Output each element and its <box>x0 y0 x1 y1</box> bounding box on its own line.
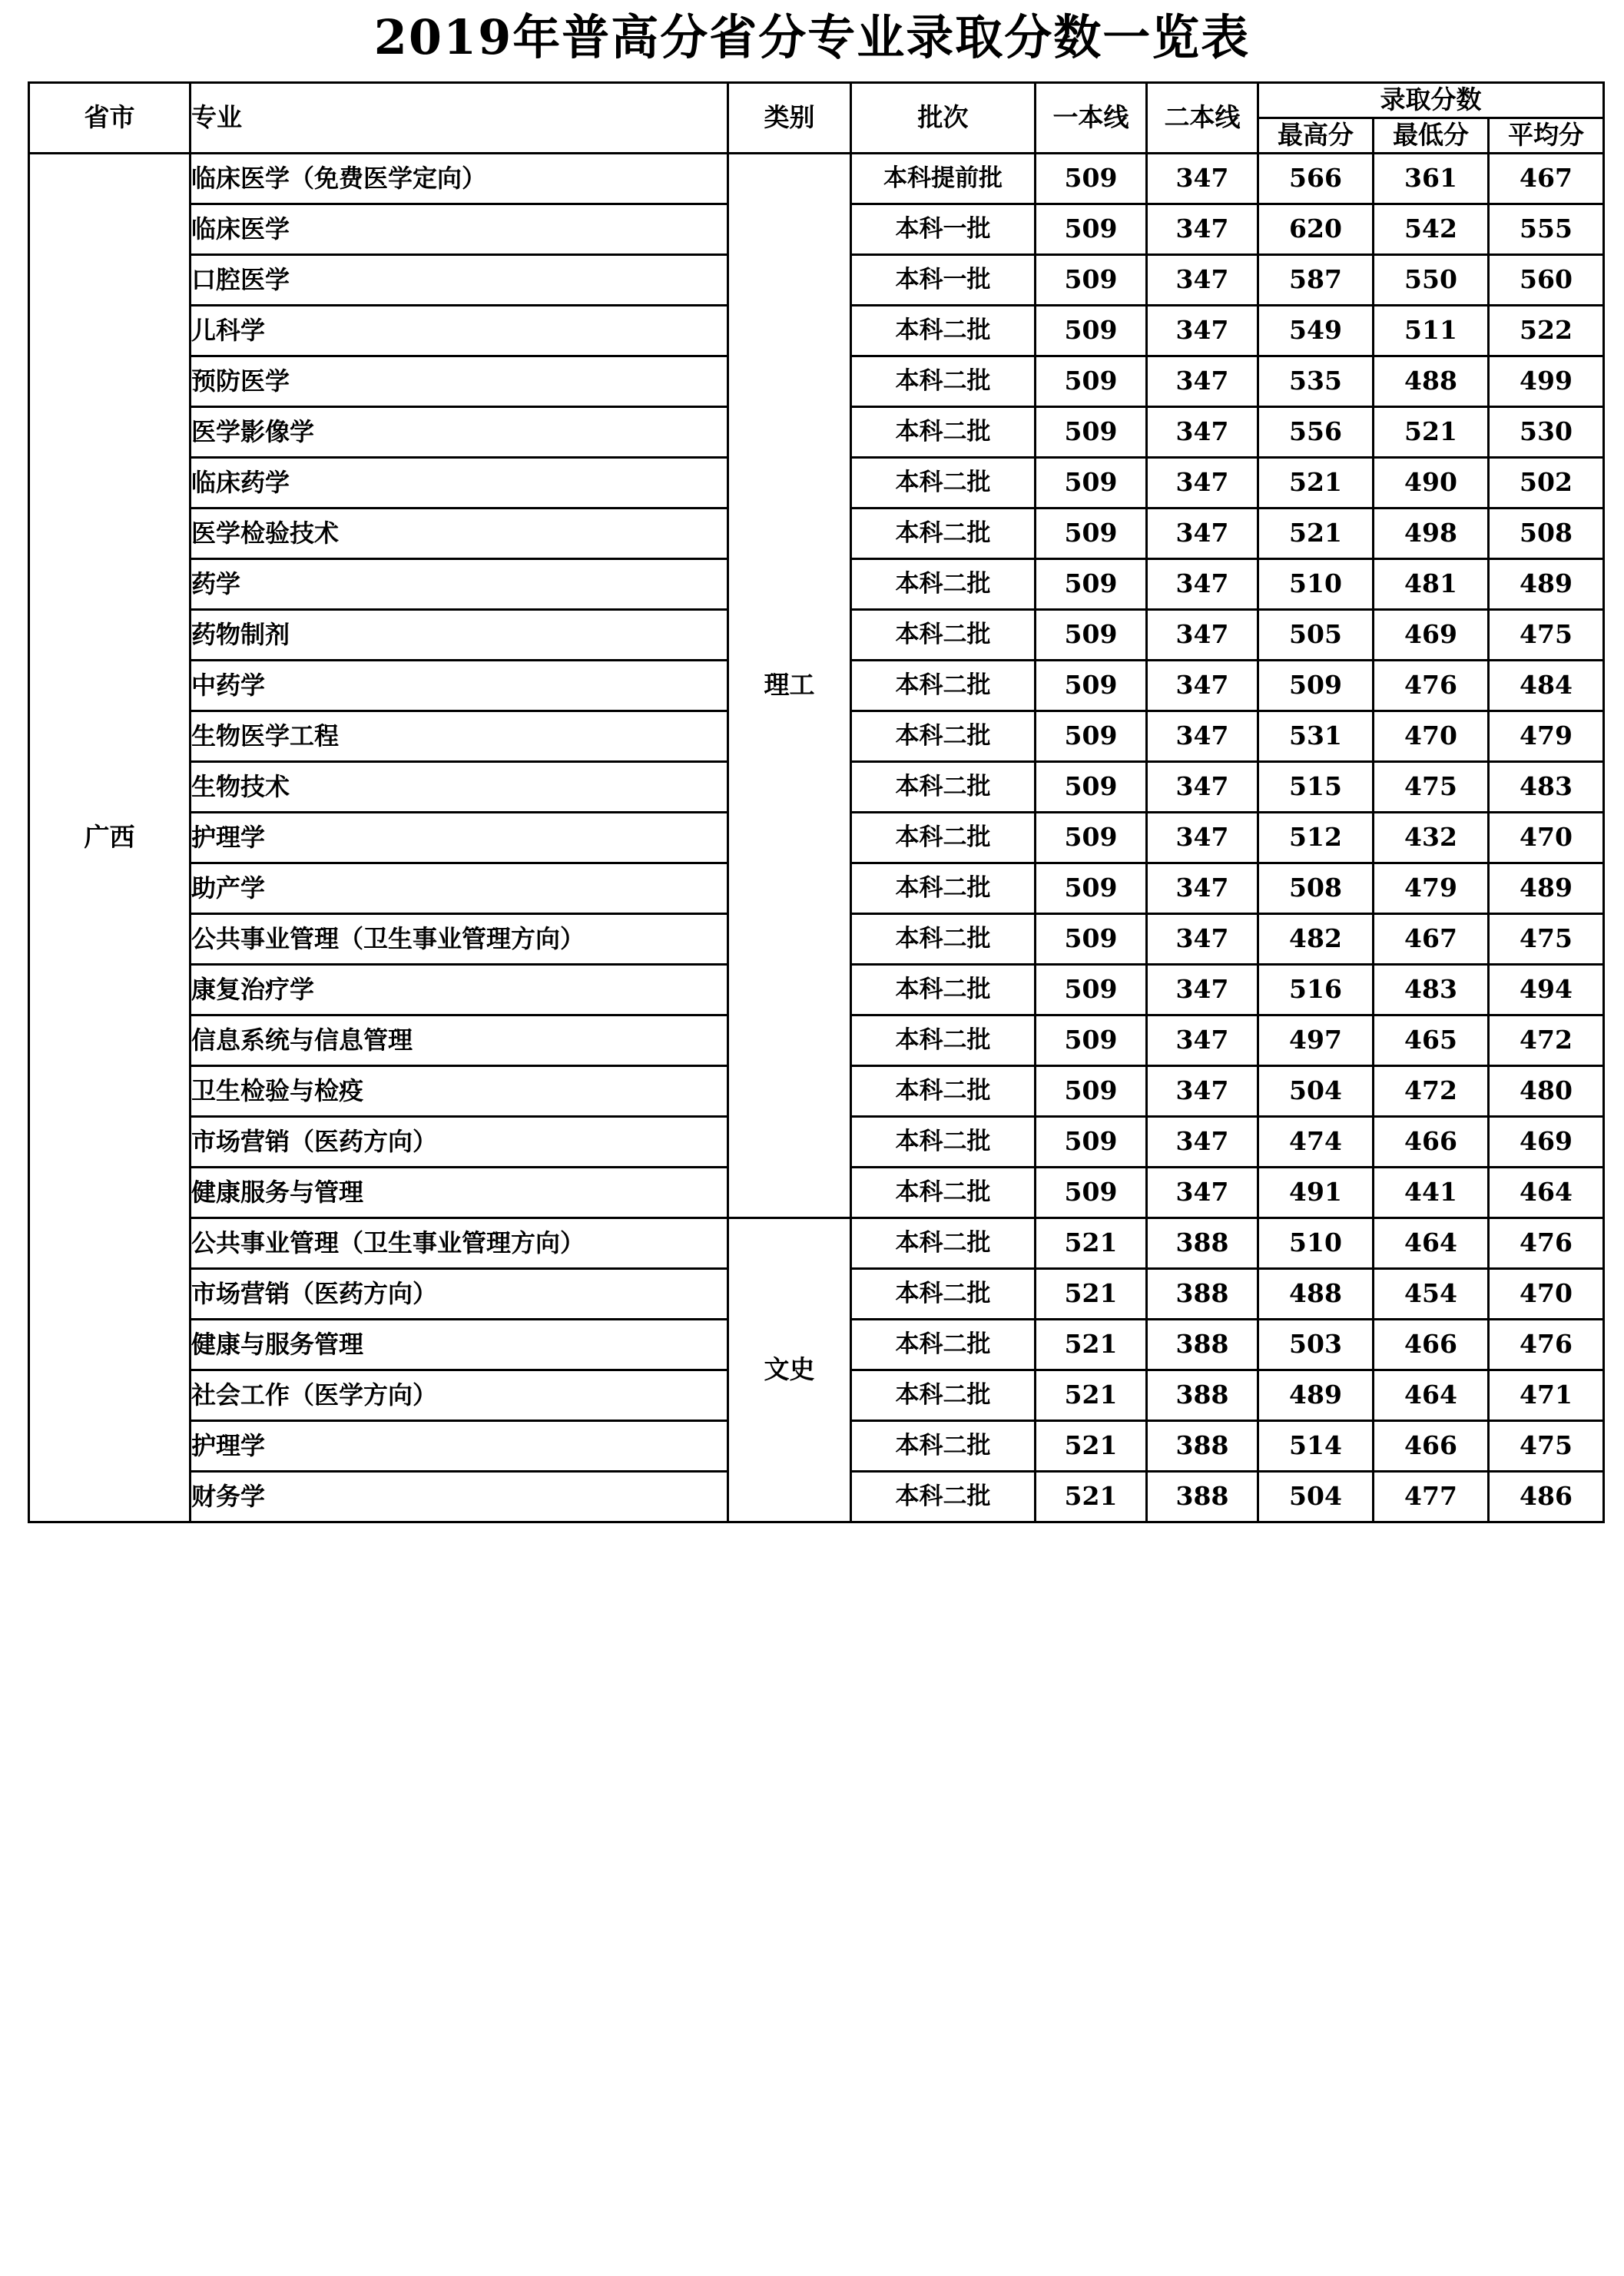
cell-avg-score: 486 <box>1489 1472 1604 1522</box>
cell-line1: 509 <box>1036 255 1147 306</box>
cell-avg-score: 508 <box>1489 509 1604 559</box>
cell-category: 文史 <box>728 1218 851 1522</box>
cell-batch: 本科二批 <box>851 1472 1036 1522</box>
cell-max-score: 531 <box>1258 711 1374 762</box>
cell-line2: 388 <box>1147 1320 1258 1370</box>
cell-max-score: 512 <box>1258 813 1374 863</box>
cell-min-score: 432 <box>1374 813 1489 863</box>
cell-max-score: 505 <box>1258 610 1374 661</box>
cell-avg-score: 475 <box>1489 1421 1604 1472</box>
cell-batch: 本科二批 <box>851 1015 1036 1066</box>
cell-line2: 388 <box>1147 1421 1258 1472</box>
cell-batch: 本科二批 <box>851 1421 1036 1472</box>
cell-major: 助产学 <box>191 863 728 914</box>
cell-max-score: 521 <box>1258 509 1374 559</box>
cell-min-score: 477 <box>1374 1472 1489 1522</box>
cell-min-score: 467 <box>1374 914 1489 965</box>
cell-line2: 347 <box>1147 306 1258 356</box>
column-header-max-score: 最高分 <box>1258 118 1374 154</box>
cell-batch: 本科提前批 <box>851 154 1036 204</box>
cell-min-score: 464 <box>1374 1370 1489 1421</box>
cell-line1: 509 <box>1036 813 1147 863</box>
cell-min-score: 481 <box>1374 559 1489 610</box>
column-header-category: 类别 <box>728 83 851 154</box>
cell-max-score: 508 <box>1258 863 1374 914</box>
cell-line2: 347 <box>1147 1168 1258 1218</box>
cell-major: 药学 <box>191 559 728 610</box>
cell-batch: 本科二批 <box>851 356 1036 407</box>
cell-line2: 347 <box>1147 610 1258 661</box>
cell-line1: 521 <box>1036 1269 1147 1320</box>
cell-line1: 509 <box>1036 965 1147 1015</box>
table-row <box>29 154 1604 204</box>
cell-major: 生物医学工程 <box>191 711 728 762</box>
admission-score-table <box>28 81 1605 1523</box>
cell-batch: 本科二批 <box>851 1269 1036 1320</box>
cell-avg-score: 476 <box>1489 1320 1604 1370</box>
cell-line1: 521 <box>1036 1421 1147 1472</box>
cell-batch: 本科二批 <box>851 1218 1036 1269</box>
cell-line2: 388 <box>1147 1370 1258 1421</box>
cell-max-score: 535 <box>1258 356 1374 407</box>
cell-avg-score: 471 <box>1489 1370 1604 1421</box>
cell-line1: 509 <box>1036 762 1147 813</box>
cell-min-score: 542 <box>1374 204 1489 255</box>
cell-major: 公共事业管理（卫生事业管理方向） <box>191 1218 728 1269</box>
score-table-wrapper <box>0 81 1624 1523</box>
cell-line1: 521 <box>1036 1370 1147 1421</box>
cell-max-score: 474 <box>1258 1117 1374 1168</box>
cell-min-score: 511 <box>1374 306 1489 356</box>
cell-line1: 509 <box>1036 914 1147 965</box>
cell-line2: 347 <box>1147 204 1258 255</box>
cell-max-score: 514 <box>1258 1421 1374 1472</box>
cell-batch: 本科二批 <box>851 711 1036 762</box>
cell-min-score: 470 <box>1374 711 1489 762</box>
cell-batch: 本科二批 <box>851 1066 1036 1117</box>
cell-major: 社会工作（医学方向） <box>191 1370 728 1421</box>
cell-line1: 509 <box>1036 711 1147 762</box>
cell-min-score: 466 <box>1374 1320 1489 1370</box>
cell-max-score: 482 <box>1258 914 1374 965</box>
cell-min-score: 472 <box>1374 1066 1489 1117</box>
cell-avg-score: 479 <box>1489 711 1604 762</box>
cell-max-score: 491 <box>1258 1168 1374 1218</box>
cell-line2: 347 <box>1147 1117 1258 1168</box>
cell-line2: 347 <box>1147 154 1258 204</box>
cell-avg-score: 469 <box>1489 1117 1604 1168</box>
cell-line1: 509 <box>1036 509 1147 559</box>
column-header-min-score: 最低分 <box>1374 118 1489 154</box>
cell-line1: 521 <box>1036 1218 1147 1269</box>
header-row-top <box>29 83 1604 118</box>
cell-max-score: 521 <box>1258 458 1374 509</box>
cell-batch: 本科二批 <box>851 407 1036 458</box>
cell-avg-score: 464 <box>1489 1168 1604 1218</box>
cell-avg-score: 555 <box>1489 204 1604 255</box>
cell-line1: 509 <box>1036 610 1147 661</box>
cell-line1: 509 <box>1036 1066 1147 1117</box>
cell-min-score: 466 <box>1374 1117 1489 1168</box>
cell-line1: 509 <box>1036 1168 1147 1218</box>
cell-min-score: 469 <box>1374 610 1489 661</box>
cell-major: 临床药学 <box>191 458 728 509</box>
cell-avg-score: 530 <box>1489 407 1604 458</box>
cell-major: 临床医学 <box>191 204 728 255</box>
cell-line1: 509 <box>1036 661 1147 711</box>
cell-avg-score: 475 <box>1489 914 1604 965</box>
column-header-avg-score: 平均分 <box>1489 118 1604 154</box>
cell-max-score: 488 <box>1258 1269 1374 1320</box>
cell-min-score: 464 <box>1374 1218 1489 1269</box>
cell-batch: 本科二批 <box>851 813 1036 863</box>
cell-min-score: 479 <box>1374 863 1489 914</box>
cell-line1: 521 <box>1036 1472 1147 1522</box>
cell-max-score: 509 <box>1258 661 1374 711</box>
cell-major: 市场营销（医药方向） <box>191 1269 728 1320</box>
cell-line2: 347 <box>1147 458 1258 509</box>
cell-batch: 本科二批 <box>851 559 1036 610</box>
cell-line2: 347 <box>1147 711 1258 762</box>
cell-batch: 本科二批 <box>851 509 1036 559</box>
cell-line1: 509 <box>1036 154 1147 204</box>
cell-avg-score: 480 <box>1489 1066 1604 1117</box>
cell-batch: 本科二批 <box>851 306 1036 356</box>
table-header <box>29 83 1604 154</box>
column-header-batch: 批次 <box>851 83 1036 154</box>
cell-min-score: 521 <box>1374 407 1489 458</box>
cell-line1: 509 <box>1036 204 1147 255</box>
cell-max-score: 489 <box>1258 1370 1374 1421</box>
cell-line2: 347 <box>1147 407 1258 458</box>
cell-line2: 347 <box>1147 813 1258 863</box>
cell-avg-score: 489 <box>1489 863 1604 914</box>
cell-batch: 本科二批 <box>851 1168 1036 1218</box>
cell-avg-score: 475 <box>1489 610 1604 661</box>
cell-major: 信息系统与信息管理 <box>191 1015 728 1066</box>
cell-line2: 347 <box>1147 762 1258 813</box>
cell-batch: 本科二批 <box>851 863 1036 914</box>
cell-batch: 本科二批 <box>851 1370 1036 1421</box>
cell-batch: 本科二批 <box>851 914 1036 965</box>
cell-max-score: 504 <box>1258 1472 1374 1522</box>
cell-avg-score: 489 <box>1489 559 1604 610</box>
cell-major: 中药学 <box>191 661 728 711</box>
cell-line2: 347 <box>1147 559 1258 610</box>
cell-min-score: 441 <box>1374 1168 1489 1218</box>
cell-min-score: 476 <box>1374 661 1489 711</box>
cell-batch: 本科二批 <box>851 762 1036 813</box>
cell-major: 生物技术 <box>191 762 728 813</box>
cell-min-score: 483 <box>1374 965 1489 1015</box>
cell-line2: 347 <box>1147 509 1258 559</box>
column-header-province: 省市 <box>29 83 191 154</box>
cell-batch: 本科一批 <box>851 255 1036 306</box>
cell-avg-score: 467 <box>1489 154 1604 204</box>
cell-major: 医学检验技术 <box>191 509 728 559</box>
cell-major: 护理学 <box>191 1421 728 1472</box>
cell-line2: 388 <box>1147 1269 1258 1320</box>
cell-line2: 347 <box>1147 965 1258 1015</box>
cell-line1: 509 <box>1036 306 1147 356</box>
cell-major: 口腔医学 <box>191 255 728 306</box>
cell-max-score: 566 <box>1258 154 1374 204</box>
cell-min-score: 488 <box>1374 356 1489 407</box>
cell-max-score: 497 <box>1258 1015 1374 1066</box>
cell-max-score: 620 <box>1258 204 1374 255</box>
cell-major: 儿科学 <box>191 306 728 356</box>
table-row <box>29 1218 1604 1269</box>
column-header-score-group: 录取分数 <box>1258 83 1604 118</box>
cell-line2: 347 <box>1147 255 1258 306</box>
cell-major: 医学影像学 <box>191 407 728 458</box>
cell-major: 公共事业管理（卫生事业管理方向） <box>191 914 728 965</box>
cell-line2: 388 <box>1147 1472 1258 1522</box>
cell-avg-score: 483 <box>1489 762 1604 813</box>
cell-batch: 本科一批 <box>851 204 1036 255</box>
cell-major: 财务学 <box>191 1472 728 1522</box>
cell-batch: 本科二批 <box>851 1320 1036 1370</box>
cell-line2: 347 <box>1147 1015 1258 1066</box>
cell-min-score: 550 <box>1374 255 1489 306</box>
cell-avg-score: 494 <box>1489 965 1604 1015</box>
cell-batch: 本科二批 <box>851 1117 1036 1168</box>
cell-major: 卫生检验与检疫 <box>191 1066 728 1117</box>
cell-line1: 509 <box>1036 863 1147 914</box>
cell-max-score: 504 <box>1258 1066 1374 1117</box>
cell-max-score: 515 <box>1258 762 1374 813</box>
cell-category: 理工 <box>728 154 851 1218</box>
cell-major: 预防医学 <box>191 356 728 407</box>
cell-major: 护理学 <box>191 813 728 863</box>
cell-avg-score: 499 <box>1489 356 1604 407</box>
cell-line1: 509 <box>1036 1117 1147 1168</box>
cell-major: 临床医学（免费医学定向） <box>191 154 728 204</box>
cell-min-score: 490 <box>1374 458 1489 509</box>
table-body <box>29 154 1604 1522</box>
cell-max-score: 587 <box>1258 255 1374 306</box>
cell-max-score: 549 <box>1258 306 1374 356</box>
cell-line1: 509 <box>1036 458 1147 509</box>
cell-major: 药物制剂 <box>191 610 728 661</box>
cell-line2: 347 <box>1147 1066 1258 1117</box>
cell-min-score: 361 <box>1374 154 1489 204</box>
cell-line2: 347 <box>1147 356 1258 407</box>
cell-avg-score: 472 <box>1489 1015 1604 1066</box>
cell-batch: 本科二批 <box>851 661 1036 711</box>
cell-min-score: 498 <box>1374 509 1489 559</box>
cell-line2: 347 <box>1147 914 1258 965</box>
cell-avg-score: 522 <box>1489 306 1604 356</box>
cell-max-score: 510 <box>1258 1218 1374 1269</box>
cell-min-score: 465 <box>1374 1015 1489 1066</box>
cell-max-score: 510 <box>1258 559 1374 610</box>
column-header-line1: 一本线 <box>1036 83 1147 154</box>
cell-min-score: 454 <box>1374 1269 1489 1320</box>
cell-avg-score: 484 <box>1489 661 1604 711</box>
cell-line1: 521 <box>1036 1320 1147 1370</box>
cell-major: 康复治疗学 <box>191 965 728 1015</box>
cell-max-score: 556 <box>1258 407 1374 458</box>
cell-min-score: 466 <box>1374 1421 1489 1472</box>
cell-min-score: 475 <box>1374 762 1489 813</box>
cell-line2: 347 <box>1147 661 1258 711</box>
column-header-line2: 二本线 <box>1147 83 1258 154</box>
cell-avg-score: 560 <box>1489 255 1604 306</box>
cell-batch: 本科二批 <box>851 610 1036 661</box>
cell-avg-score: 476 <box>1489 1218 1604 1269</box>
cell-batch: 本科二批 <box>851 458 1036 509</box>
cell-province: 广西 <box>29 154 191 1522</box>
cell-max-score: 503 <box>1258 1320 1374 1370</box>
cell-avg-score: 502 <box>1489 458 1604 509</box>
page-title: 2019年普高分省分专业录取分数一览表 <box>373 9 1251 65</box>
cell-avg-score: 470 <box>1489 813 1604 863</box>
cell-line1: 509 <box>1036 356 1147 407</box>
cell-max-score: 516 <box>1258 965 1374 1015</box>
cell-major: 健康与服务管理 <box>191 1320 728 1370</box>
cell-batch: 本科二批 <box>851 965 1036 1015</box>
cell-line1: 509 <box>1036 1015 1147 1066</box>
cell-line1: 509 <box>1036 559 1147 610</box>
cell-avg-score: 470 <box>1489 1269 1604 1320</box>
cell-line2: 347 <box>1147 863 1258 914</box>
cell-line2: 388 <box>1147 1218 1258 1269</box>
cell-line1: 509 <box>1036 407 1147 458</box>
cell-major: 市场营销（医药方向） <box>191 1117 728 1168</box>
cell-major: 健康服务与管理 <box>191 1168 728 1218</box>
column-header-major: 专业 <box>191 83 728 154</box>
